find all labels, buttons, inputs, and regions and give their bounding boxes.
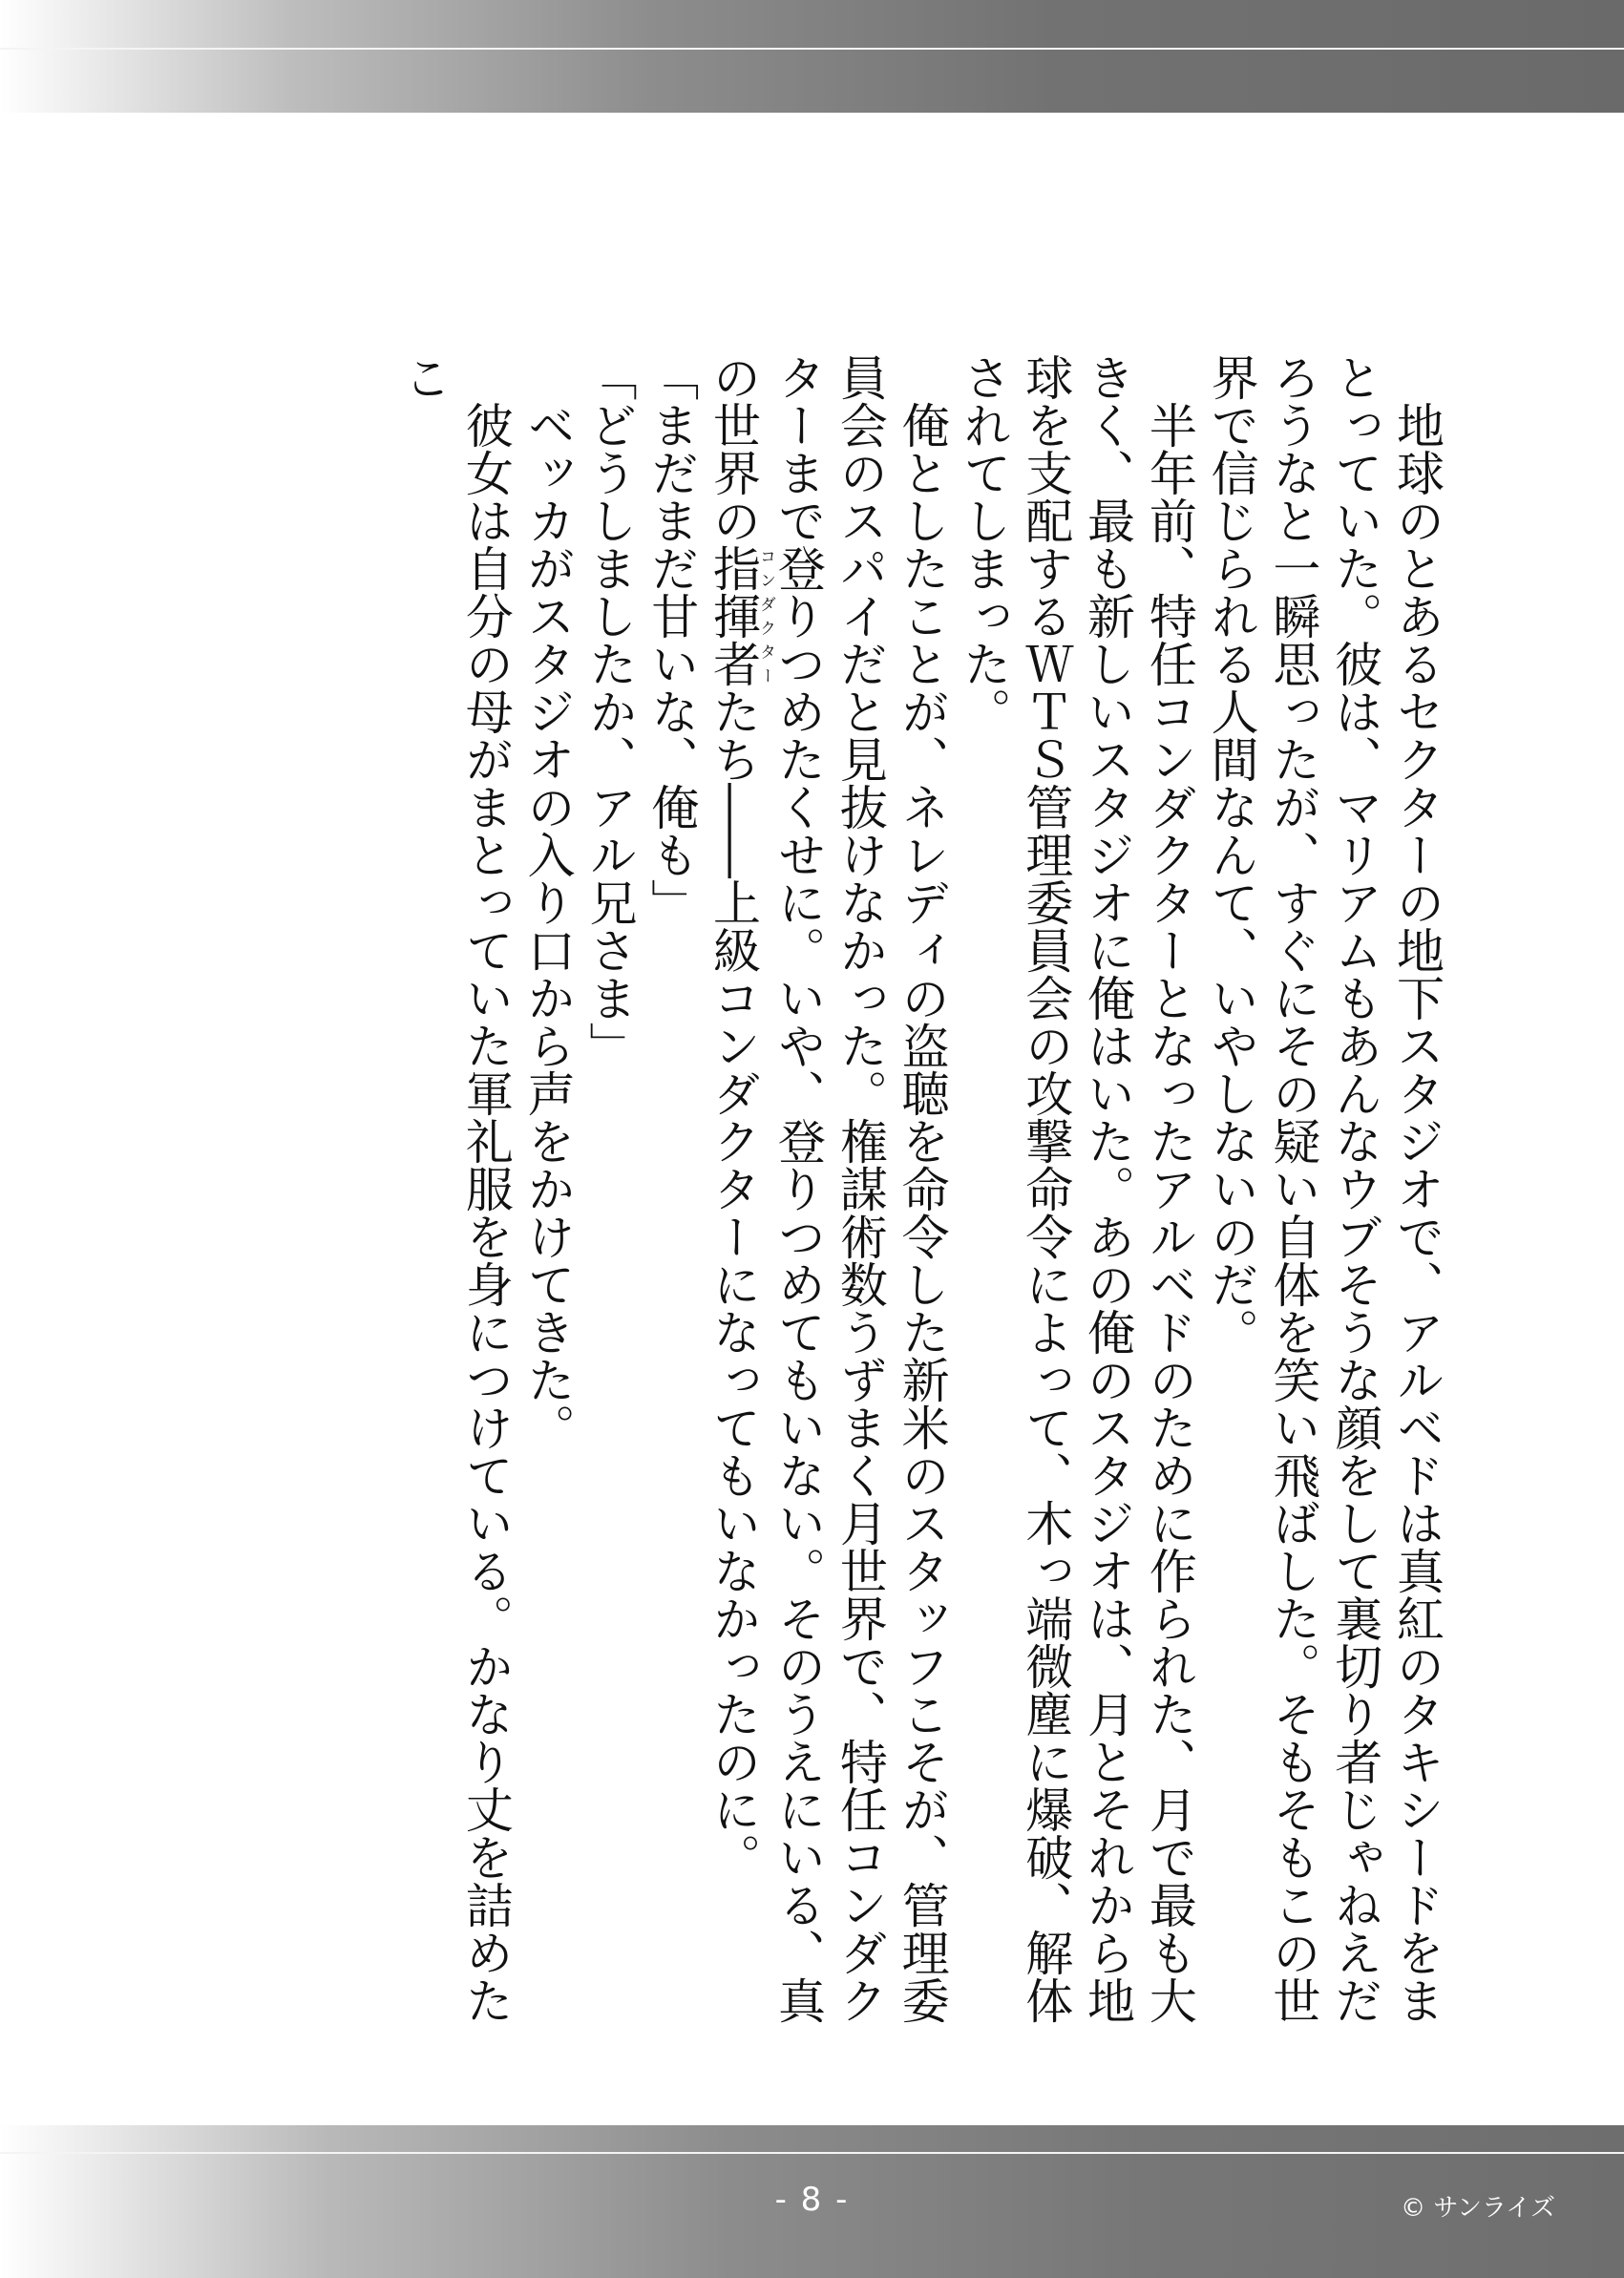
- dialogue-line: 「どうしましたか、アル兄さま」: [581, 353, 638, 1069]
- header-band: [0, 0, 1624, 113]
- paragraph: [702, 353, 952, 2024]
- paragraph-text-after-ruby: たち――上級コンダクターになってもいなかったのに。: [706, 687, 762, 1881]
- paragraph: 半年前、特任コンダクターとなったアルベドのために作られた、月で最も大きく、最も新しいスタジオに俺はいた。あの俺のスタジオは、月とそれから地球を支配するＷＴＳ管理委員会の攻撃命令によって、木っ端微塵に爆破、解体されてしまった。: [956, 353, 1197, 2024]
- header-rule: [0, 48, 1624, 50]
- ruby-base: 指揮者: [706, 544, 762, 687]
- paragraph: 地球のとあるセクターの地下スタジオで、アルベドは真紅のタキシードをまとっていた。彼は、マリアムもあんなウブそうな顔をして裏切り者じゃねえだろうなと一瞬思ったが、すぐにその疑い自体を笑い飛ばした。そもそもこの世界で信じられる人間なんて、いやしないのだ。: [1203, 353, 1445, 2024]
- ruby-reading: コンダクター: [756, 544, 776, 687]
- copyright-notice: © サンライズ: [1401, 2194, 1555, 2223]
- paragraph: ベッカがスタジオの入り口から声をかけてきた。: [519, 353, 576, 1451]
- novel-body-text: [130, 353, 1447, 2024]
- dialogue-line: 「まだまだ甘いな、俺も」: [643, 353, 700, 926]
- paragraph-text-before-ruby: 俺としたことが、ネレディの盗聴を命令した新米のスタッフこそが、管理委員会のスパイだと見抜けなかった。権謀術数うずまく月世界で、特任コンダクターまで登りつめたくせに。いや、登りつめてもいない。そのうえにいる、真の世界の: [706, 353, 950, 2024]
- paragraph: 彼女は自分の母がまとっていた軍礼服を身につけている。かなり丈を詰めたこ: [396, 353, 514, 2024]
- page-number: - 8 -: [774, 2181, 850, 2219]
- footer-rule: [0, 2152, 1624, 2154]
- ruby-annotation: [706, 544, 776, 687]
